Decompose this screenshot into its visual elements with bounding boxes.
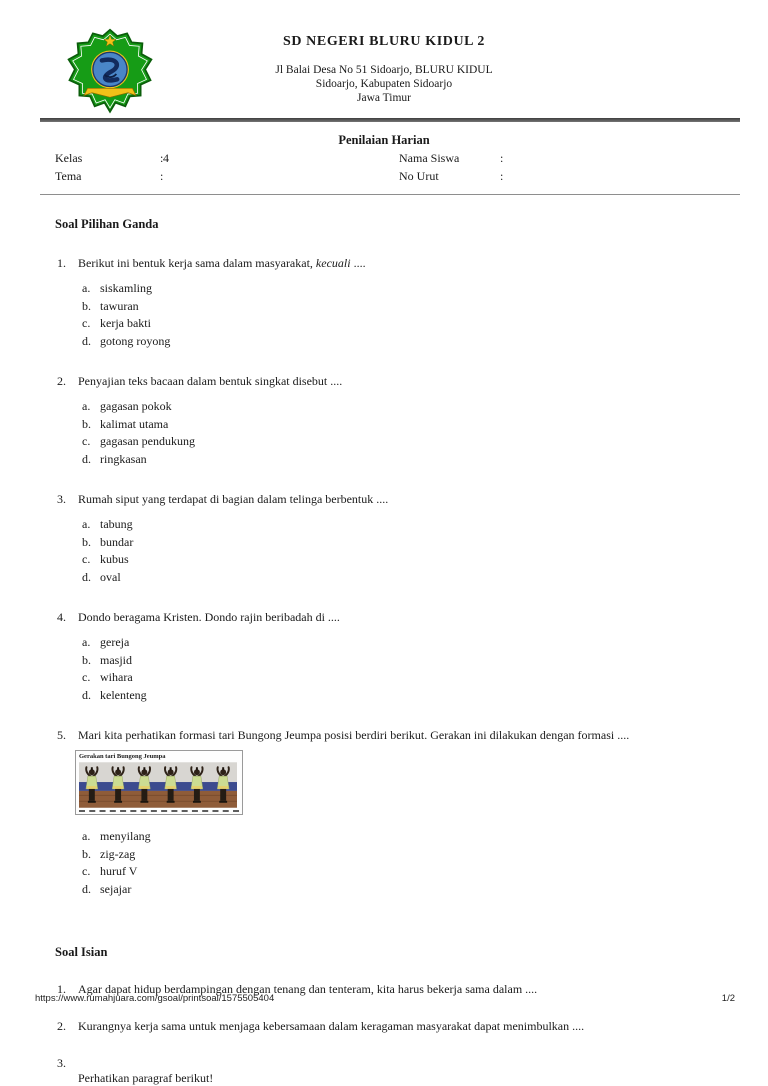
option-a: a. menyilang	[82, 829, 151, 843]
question-number: 2.	[57, 1019, 66, 1033]
question-number: 1.	[57, 256, 66, 270]
info-row-2	[0, 169, 768, 187]
kelas-label: Kelas	[55, 151, 83, 165]
kelas-value: : 4	[160, 151, 169, 165]
question-number: 3.	[57, 1056, 66, 1070]
option-d: d. oval	[82, 569, 121, 584]
option-d: d. gotong royong	[82, 333, 171, 348]
question-text: Penyajian teks bacaan dalam bentuk singkat disebut ....	[78, 374, 343, 388]
option-b: b. tawuran	[82, 298, 139, 313]
school-address-line1: Jl Balai Desa No 51 Sidoarjo, BLURU KIDUL	[275, 64, 493, 76]
no-urut-value: :	[500, 169, 504, 183]
fill-in-question-2	[57, 1018, 738, 1034]
option-b: b. kalimat utama	[82, 416, 169, 431]
mc-question-5-options	[0, 828, 768, 898]
question-italic-word: kecuali	[315, 256, 351, 270]
option-b: b. zig-zag	[82, 846, 136, 861]
option-c: c. huruf V	[82, 864, 138, 878]
question-number: 3.	[57, 492, 66, 506]
school-address-line2: Sidoarjo, Kabupaten Sidoarjo	[315, 78, 453, 90]
question-number: 2.	[57, 374, 66, 388]
option-c: c. wihara	[82, 670, 133, 684]
tema-label: Tema	[55, 169, 82, 183]
info-row-1	[0, 151, 768, 169]
footer-url: https://www.rumahjuara.com/gsoal/printsoal/1575505404	[35, 993, 275, 1004]
question-text: Agar dapat hidup berdampingan dengan tenang dan tenteram, kita harus bekerja sama dalam ....	[78, 982, 538, 996]
mc-question-3	[57, 491, 738, 507]
fill-in-heading: Soal Isian	[55, 945, 108, 959]
page-footer	[35, 993, 735, 1004]
dancers-photo	[79, 762, 237, 808]
question-number: 4.	[57, 610, 66, 624]
question-text: Rumah siput yang terdapat di bagian dalam telinga berbentuk ....	[78, 492, 389, 506]
option-d: d. ringkasan	[82, 451, 147, 466]
exam-title: Penilaian Harian	[338, 133, 430, 147]
page-indicator: 1/2	[721, 993, 735, 1004]
question-text: Berikut ini bentuk kerja sama dalam masyarakat, kecuali ....	[78, 256, 366, 270]
school-logo	[57, 28, 163, 118]
mc-question-5	[57, 727, 738, 743]
option-d: d. kelenteng	[82, 687, 147, 702]
question-text: Kurangnya kerja sama untuk menjaga kebersamaan dalam keragaman masyarakat dapat menimbulkan ....	[78, 1019, 585, 1033]
option-b: b. masjid	[82, 652, 132, 667]
figure-dashed-line	[79, 810, 239, 812]
option-d: d. sejajar	[82, 881, 132, 896]
option-b: b. bundar	[82, 534, 134, 549]
nama-siswa-value: :	[500, 151, 504, 165]
fill-in-question-3	[57, 1055, 738, 1071]
mc-question-1-options	[0, 280, 768, 350]
option-c: c. kerja bakti	[82, 316, 151, 330]
option-c: c. kubus	[82, 552, 129, 566]
mc-question-2	[57, 373, 738, 389]
question-number: 5.	[57, 728, 66, 742]
option-a: a. gagasan pokok	[82, 399, 172, 413]
info-divider	[40, 194, 740, 195]
option-c: c. gagasan pendukung	[82, 434, 195, 448]
option-a: a. siskamling	[82, 281, 153, 295]
school-name: SD NEGERI BLURU KIDUL 2	[282, 34, 486, 49]
dance-formation-figure	[75, 750, 243, 815]
option-a: a. tabung	[82, 517, 133, 531]
mc-question-1	[57, 255, 738, 271]
figure-caption: Gerakan tari Bungong Jeumpa	[79, 753, 166, 760]
question-number: 1.	[57, 982, 66, 996]
fill-in-question-3-line2: Perhatikan paragraf berikut!	[78, 1071, 214, 1085]
nama-siswa-label: Nama Siswa	[399, 151, 460, 165]
school-address-line3: Jawa Timur	[357, 92, 411, 104]
no-urut-label: No Urut	[399, 169, 439, 183]
exam-info-fields	[0, 151, 768, 187]
mc-question-4-options	[0, 634, 768, 704]
mc-question-3-options	[0, 516, 768, 586]
mc-question-4	[57, 609, 738, 625]
mc-question-2-options	[0, 398, 768, 468]
header-divider	[40, 118, 740, 122]
school-logo-icon	[57, 28, 163, 118]
tema-value: :	[160, 169, 164, 183]
question-text: Mari kita perhatikan formasi tari Bungong Jeumpa posisi berdiri berikut. Gerakan ini dilakukan dengan formasi ....	[78, 728, 630, 742]
multiple-choice-heading: Soal Pilihan Ganda	[55, 217, 159, 231]
question-text: Dondo beragama Kristen. Dondo rajin beribadah di ....	[78, 610, 340, 624]
option-a: a. gereja	[82, 635, 130, 649]
